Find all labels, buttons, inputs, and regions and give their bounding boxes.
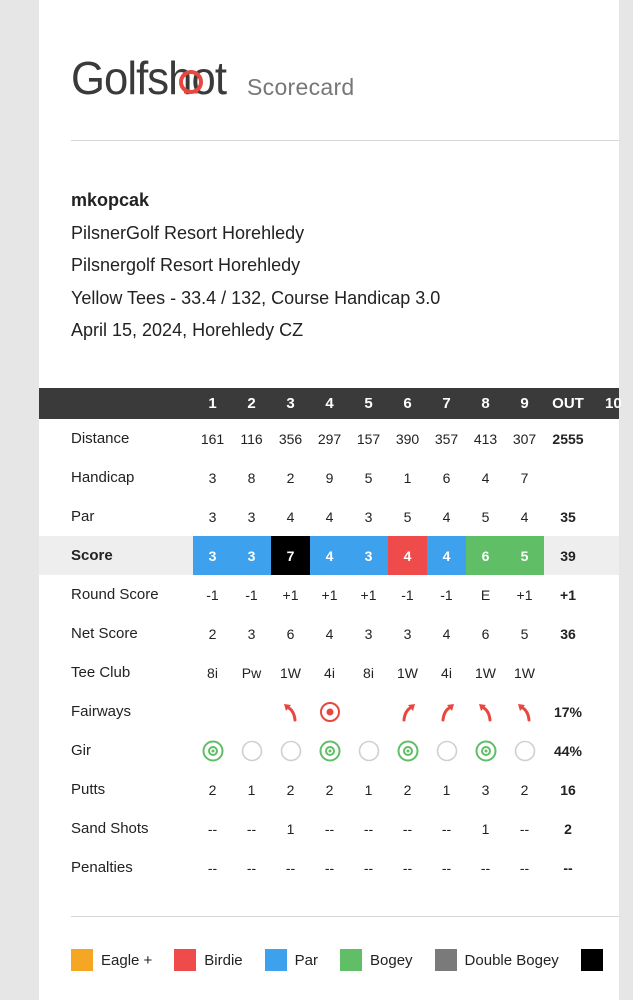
legend-swatch bbox=[265, 949, 287, 971]
round-score-cell: E bbox=[480, 586, 491, 603]
round-score-cell: +1 bbox=[360, 586, 377, 603]
gir-cell bbox=[427, 731, 466, 770]
handicap-out-total bbox=[545, 458, 591, 497]
left-miss-icon bbox=[476, 701, 496, 723]
penalties-label: Penalties bbox=[71, 859, 133, 876]
legend-label: Birdie bbox=[204, 951, 243, 969]
tee-club-label: Tee Club bbox=[71, 664, 131, 681]
net-score-label: Net Score bbox=[71, 625, 138, 642]
score-cell: 3 bbox=[193, 536, 232, 575]
distance-cell: 161 bbox=[200, 430, 225, 447]
score-cell: 4 bbox=[388, 536, 427, 575]
putts-cell: 1 bbox=[364, 781, 373, 798]
tee-club-cell: 1W bbox=[475, 664, 496, 681]
handicap-cell: 6 bbox=[442, 469, 451, 486]
round-score-cell: -1 bbox=[401, 586, 414, 603]
round-score-cell: -1 bbox=[440, 586, 453, 603]
fairways-cell bbox=[310, 692, 349, 731]
net-score-cell: 4 bbox=[442, 625, 451, 642]
net-score-cell: 6 bbox=[481, 625, 490, 642]
gir-miss-icon bbox=[280, 740, 302, 762]
fairways-cell bbox=[349, 692, 388, 731]
legend-label: Par bbox=[294, 951, 318, 969]
sand-shots-label: Sand Shots bbox=[71, 820, 149, 837]
legend-item bbox=[71, 949, 152, 971]
legend-item bbox=[174, 949, 242, 971]
handicap-cell: 5 bbox=[364, 469, 373, 486]
par-cell: 5 bbox=[481, 508, 490, 525]
gir-miss-icon bbox=[241, 740, 263, 762]
right-miss-icon bbox=[437, 701, 457, 723]
putts-cell: 1 bbox=[247, 781, 256, 798]
legend-label: Double Bogey bbox=[464, 951, 559, 969]
legend-swatch bbox=[71, 949, 93, 971]
penalties-cell: -- bbox=[402, 859, 413, 876]
round-score-cell: -1 bbox=[206, 586, 219, 603]
round-score-cell: +1 bbox=[321, 586, 338, 603]
handicap-label: Handicap bbox=[71, 469, 135, 486]
header-divider bbox=[71, 140, 619, 141]
sand-shots-cell: -- bbox=[402, 820, 413, 837]
distance-row bbox=[39, 419, 619, 458]
score-row bbox=[39, 536, 619, 575]
net-score-cell: 3 bbox=[247, 625, 256, 642]
putts-cell: 1 bbox=[442, 781, 451, 798]
tees-info: Yellow Tees - 33.4 / 132, Course Handicap 3.0 bbox=[71, 287, 441, 308]
distance-cell: 390 bbox=[395, 430, 420, 447]
penalties-out-total: -- bbox=[563, 859, 573, 876]
sand-shots-cell: -- bbox=[363, 820, 374, 837]
gir-hit-icon bbox=[475, 740, 497, 762]
player-name: mkopcak bbox=[71, 190, 150, 210]
legend-item bbox=[435, 949, 559, 971]
putts-row bbox=[39, 770, 619, 809]
net-score-cell: 6 bbox=[286, 625, 295, 642]
handicap-row bbox=[39, 458, 619, 497]
legend-swatch bbox=[340, 949, 362, 971]
distance-cell: 357 bbox=[434, 430, 459, 447]
penalties-cell: -- bbox=[441, 859, 452, 876]
date-location: April 15, 2024, Horehledy CZ bbox=[71, 320, 304, 340]
sand-shots-cell: -- bbox=[441, 820, 452, 837]
legend-item bbox=[340, 949, 413, 971]
hole-number-header: 2 bbox=[247, 395, 256, 412]
distance-cell: 413 bbox=[473, 430, 498, 447]
gir-cell bbox=[349, 731, 388, 770]
round-score-cell: +1 bbox=[282, 586, 299, 603]
penalties-cell: -- bbox=[246, 859, 257, 876]
par-row bbox=[39, 497, 619, 536]
legend-divider bbox=[71, 916, 619, 917]
gir-miss-icon bbox=[514, 740, 536, 762]
handicap-cell: 4 bbox=[481, 469, 490, 486]
penalties-cell: -- bbox=[207, 859, 218, 876]
net-score-cell: 3 bbox=[403, 625, 412, 642]
fairways-cell bbox=[193, 692, 232, 731]
gir-label: Gir bbox=[71, 742, 91, 759]
par-out-total: 35 bbox=[560, 508, 576, 525]
legend-item bbox=[265, 949, 318, 971]
gir-cell bbox=[271, 731, 310, 770]
gir-hit-icon bbox=[202, 740, 224, 762]
gir-cell bbox=[388, 731, 427, 770]
out-header: OUT bbox=[552, 395, 584, 412]
round-score-cell: -1 bbox=[245, 586, 258, 603]
penalties-cell: -- bbox=[285, 859, 296, 876]
sand-shots-cell: -- bbox=[324, 820, 335, 837]
par-cell: 4 bbox=[325, 508, 334, 525]
distance-out-total: 2555 bbox=[552, 430, 584, 447]
penalties-row bbox=[39, 848, 619, 887]
handicap-cell: 1 bbox=[403, 469, 412, 486]
net-score-cell: 2 bbox=[208, 625, 217, 642]
score-cell: 6 bbox=[466, 536, 505, 575]
putts-out-total: 16 bbox=[560, 781, 576, 798]
legend-swatch bbox=[435, 949, 457, 971]
par-cell: 3 bbox=[208, 508, 217, 525]
sand-shots-cell: -- bbox=[246, 820, 257, 837]
score-cell: 4 bbox=[310, 536, 349, 575]
hole-10-header: 10 bbox=[605, 395, 622, 412]
putts-cell: 3 bbox=[481, 781, 490, 798]
distance-label: Distance bbox=[71, 430, 130, 447]
net-score-cell: 5 bbox=[520, 625, 529, 642]
penalties-cell: -- bbox=[363, 859, 374, 876]
fairways-cell bbox=[271, 692, 310, 731]
score-label: Score bbox=[71, 547, 113, 564]
legend-label: Eagle + bbox=[101, 951, 153, 969]
hole-number-header: 8 bbox=[481, 395, 490, 412]
putts-cell: 2 bbox=[286, 781, 295, 798]
tee-club-cell: 1W bbox=[514, 664, 535, 681]
score-out-total: 39 bbox=[560, 547, 576, 564]
net-score-out-total: 36 bbox=[560, 625, 576, 642]
round-score-cell: +1 bbox=[516, 586, 533, 603]
sand-shots-row bbox=[39, 809, 619, 848]
round-score-label: Round Score bbox=[71, 586, 159, 603]
distance-cell: 356 bbox=[278, 430, 303, 447]
tee-club-cell: 8i bbox=[207, 664, 218, 681]
gir-cell bbox=[466, 731, 505, 770]
tee-club-out-total bbox=[545, 653, 591, 692]
gir-miss-icon bbox=[358, 740, 380, 762]
tee-club-cell: 8i bbox=[363, 664, 374, 681]
fairways-cell bbox=[505, 692, 544, 731]
left-miss-icon bbox=[281, 701, 301, 723]
score-cell: 7 bbox=[271, 536, 310, 575]
distance-cell: 157 bbox=[356, 430, 381, 447]
par-cell: 4 bbox=[286, 508, 295, 525]
net-score-row bbox=[39, 614, 619, 653]
score-cell: 4 bbox=[427, 536, 466, 575]
handicap-cell: 7 bbox=[520, 469, 529, 486]
par-cell: 3 bbox=[364, 508, 373, 525]
par-cell: 4 bbox=[520, 508, 529, 525]
gir-hit-icon bbox=[319, 740, 341, 762]
handicap-cell: 8 bbox=[247, 469, 256, 486]
round-score-out-total: +1 bbox=[560, 586, 576, 603]
legend-item bbox=[581, 949, 611, 971]
score-legend bbox=[71, 946, 633, 974]
hole-number-header: 6 bbox=[403, 395, 412, 412]
hole-number-header: 5 bbox=[364, 395, 373, 412]
handicap-cell: 9 bbox=[325, 469, 334, 486]
par-cell: 5 bbox=[403, 508, 412, 525]
gir-cell bbox=[310, 731, 349, 770]
scorecard-header-row bbox=[39, 388, 622, 419]
fairway-hit-icon bbox=[319, 701, 341, 723]
tee-club-cell: 4i bbox=[324, 664, 335, 681]
scorecard-table bbox=[39, 388, 622, 887]
putts-label: Putts bbox=[71, 781, 106, 798]
putts-cell: 2 bbox=[208, 781, 217, 798]
score-cell: 3 bbox=[349, 536, 388, 575]
round-info bbox=[71, 184, 440, 347]
tee-club-cell: 4i bbox=[441, 664, 452, 681]
gir-hit-icon bbox=[397, 740, 419, 762]
penalties-cell: -- bbox=[480, 859, 491, 876]
par-label: Par bbox=[71, 508, 95, 525]
score-cell: 5 bbox=[505, 536, 544, 575]
net-score-cell: 3 bbox=[364, 625, 373, 642]
fairways-cell bbox=[466, 692, 505, 731]
par-cell: 3 bbox=[247, 508, 256, 525]
right-miss-icon bbox=[398, 701, 418, 723]
gir-cell bbox=[505, 731, 544, 770]
fairways-cell bbox=[388, 692, 427, 731]
hole-number-header: 9 bbox=[520, 395, 529, 412]
sand-shots-cell: 1 bbox=[481, 820, 490, 837]
hole-number-header: 7 bbox=[442, 395, 451, 412]
distance-cell: 116 bbox=[240, 430, 263, 447]
penalties-cell: -- bbox=[519, 859, 530, 876]
fairways-cell bbox=[232, 692, 271, 731]
gir-cell bbox=[193, 731, 232, 770]
tee-club-cell: 1W bbox=[397, 664, 418, 681]
handicap-cell: 3 bbox=[208, 469, 217, 486]
fairways-row bbox=[39, 692, 619, 731]
sand-shots-out-total: 2 bbox=[564, 820, 572, 837]
gir-miss-icon bbox=[436, 740, 458, 762]
distance-cell: 297 bbox=[317, 430, 342, 447]
hole-number-header: 4 bbox=[325, 395, 334, 412]
brand-subtitle: Scorecard bbox=[247, 74, 355, 100]
legend-label: Bogey bbox=[370, 951, 413, 969]
tee-club-cell: 1W bbox=[280, 664, 301, 681]
course-name: PilsnerGolf Resort Horehledy bbox=[71, 222, 305, 243]
putts-cell: 2 bbox=[325, 781, 334, 798]
golfshot-logo bbox=[71, 44, 231, 104]
svg-text:Golfshot: Golfshot bbox=[71, 52, 228, 104]
round-score-row bbox=[39, 575, 619, 614]
penalties-cell: -- bbox=[324, 859, 335, 876]
fairways-out-total: 17% bbox=[553, 703, 583, 720]
fairways-label: Fairways bbox=[71, 703, 132, 720]
par-cell: 4 bbox=[442, 508, 451, 525]
tee-club-row bbox=[39, 653, 619, 692]
fairways-cell bbox=[427, 692, 466, 731]
putts-cell: 2 bbox=[403, 781, 412, 798]
gir-row bbox=[39, 731, 619, 770]
sand-shots-cell: -- bbox=[207, 820, 218, 837]
legend-swatch bbox=[174, 949, 196, 971]
left-miss-icon bbox=[515, 701, 535, 723]
scorecard-page bbox=[39, 0, 622, 1000]
legend-swatch bbox=[581, 949, 603, 971]
putts-cell: 2 bbox=[520, 781, 529, 798]
facility-name: Pilsnergolf Resort Horehledy bbox=[71, 255, 301, 275]
distance-cell: 307 bbox=[512, 430, 537, 447]
handicap-cell: 2 bbox=[286, 469, 295, 486]
score-cell: 3 bbox=[232, 536, 271, 575]
sand-shots-cell: -- bbox=[519, 820, 530, 837]
hole-number-header: 3 bbox=[286, 395, 295, 412]
gir-cell bbox=[232, 731, 271, 770]
net-score-cell: 4 bbox=[325, 625, 334, 642]
hole-number-header: 1 bbox=[208, 395, 217, 412]
gir-out-total: 44% bbox=[553, 742, 583, 759]
sand-shots-cell: 1 bbox=[286, 820, 295, 837]
tee-club-cell: Pw bbox=[241, 664, 262, 681]
golfshot-logo-icon bbox=[71, 44, 231, 104]
